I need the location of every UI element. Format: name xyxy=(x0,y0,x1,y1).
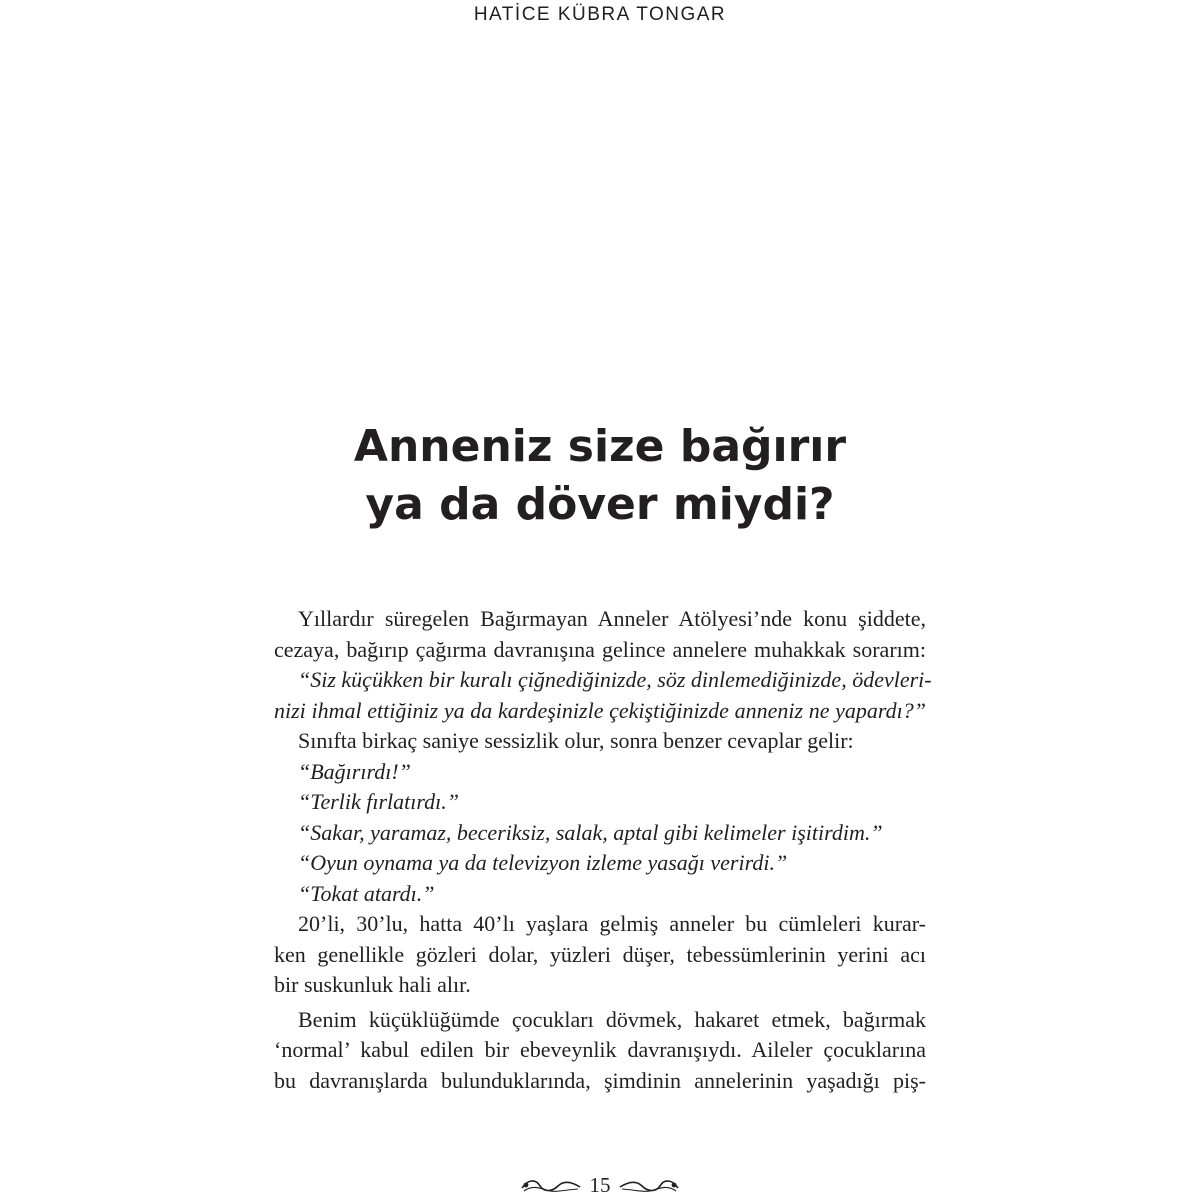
body-line: Sınıfta birkaç saniye sessizlik olur, sonra benzer cevaplar gelir: xyxy=(298,728,854,753)
chapter-title xyxy=(0,418,1200,534)
chapter-title-line-1: Anneniz size bağırır xyxy=(353,421,847,472)
quote-line: “Tokat atardı.” xyxy=(298,880,435,906)
body-line: Benim küçüklüğümde çocukları dövmek, hakaret etmek, bağırmak xyxy=(298,1006,926,1032)
quote-line: “Sakar, yaramaz, beceriksiz, salak, aptal gibi kelimeler işitirdim.” xyxy=(298,819,883,845)
right-flourish-icon xyxy=(618,1176,680,1196)
chapter-title-line-2: ya da döver miydi? xyxy=(365,479,835,530)
page-number: 15 xyxy=(589,1173,611,1197)
quote-line: “Siz küçükken bir kuralı çiğnediğinizde, söz dinlemediğinizde, ödevleri- xyxy=(298,667,932,692)
body-line: 20’li, 30’lu, hatta 40’lı yaşlara gelmiş anneler bu cümleleri kurar- xyxy=(298,911,926,936)
quote-line: “Terlik fırlatırdı.” xyxy=(298,789,459,814)
quote-line: nizi ihmal ettiğiniz ya da kardeşinizle çekiştiğinizde anneniz ne yapardı?” xyxy=(274,697,926,723)
running-header: HATİCE KÜBRA TONGAR xyxy=(473,4,727,25)
body-line: ken genellikle gözleri dolar, yüzleri düşer, tebessümlerinin yerini acı xyxy=(274,941,926,967)
body-line: ‘normal’ kabul edilen bir ebeveynlik davranışıydı. Aileler çocuklarına xyxy=(274,1037,926,1062)
body-line: Yıllardır süregelen Bağırmayan Anneler Atölyesi’nde konu şiddete, xyxy=(298,606,926,631)
body-text xyxy=(274,604,932,1096)
body-line: bir suskunluk hali alır. xyxy=(274,972,471,997)
body-line: cezaya, bağırıp çağırma davranışına gelince annelere muhakkak sorarım: xyxy=(274,636,926,662)
body-line: bu davranışlarda bulunduklarında, şimdinin annelerinin yaşadığı piş- xyxy=(274,1067,926,1093)
page-footer xyxy=(0,1170,1200,1200)
quote-line: “Bağırırdı!” xyxy=(298,758,411,784)
quote-line: “Oyun oynama ya da televizyon izleme yasağı verirdi.” xyxy=(298,850,788,875)
